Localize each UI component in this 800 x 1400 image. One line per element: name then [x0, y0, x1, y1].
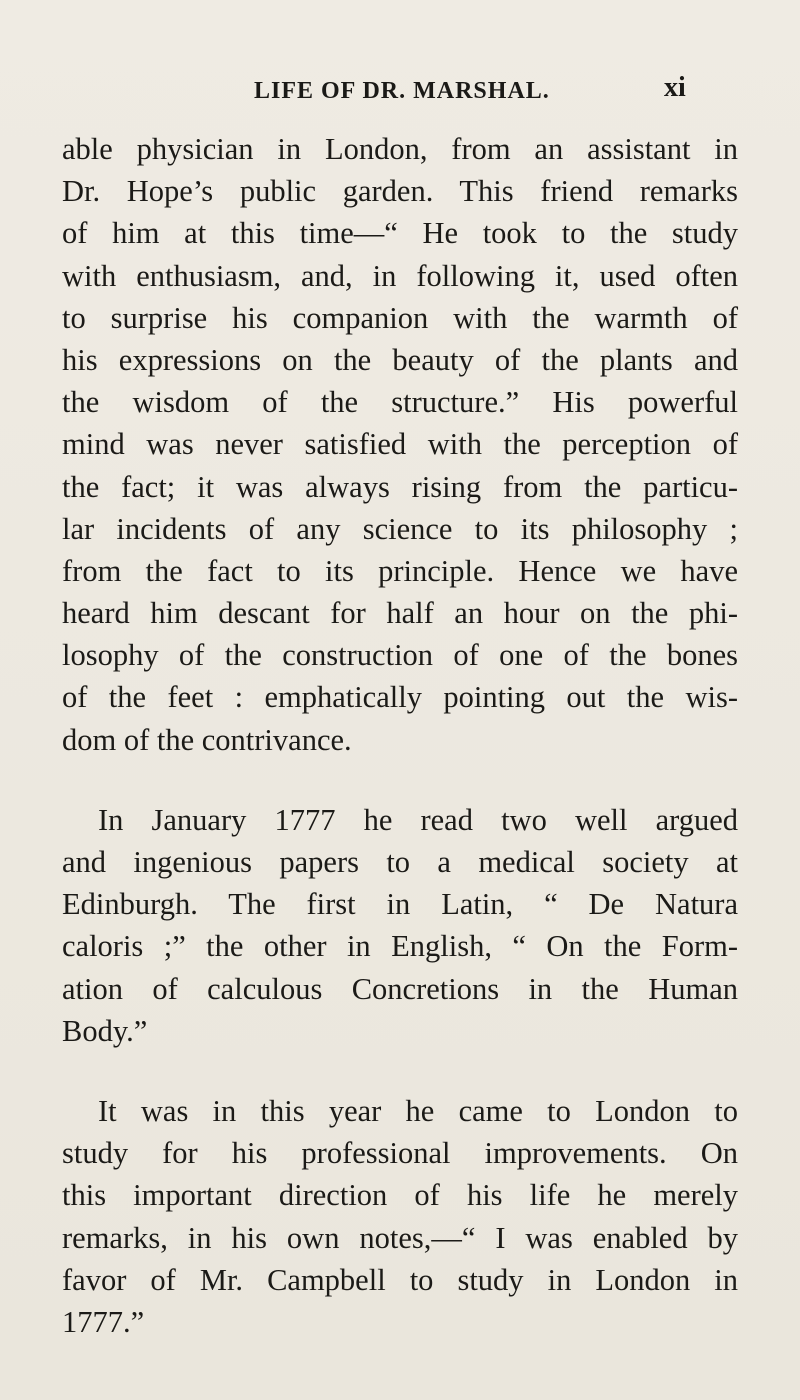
text-line: this important direction of his life he merely [62, 1178, 738, 1213]
text-line: losophy of the construction of one of the bones [62, 638, 738, 673]
paragraph [62, 799, 738, 1052]
text-line: study for his professional improvements. On [62, 1136, 738, 1171]
text-line: mind was never satisfied with the perception of [62, 427, 738, 462]
text-line: It was in this year he came to London to [98, 1093, 738, 1128]
page-number: xi [664, 72, 686, 103]
running-title: LIFE OF DR. MARSHAL. [254, 78, 550, 104]
text-line: Dr. Hope’s public garden. This friend remarks [62, 174, 738, 209]
paragraph [62, 128, 738, 761]
text-line: with enthusiasm, and, in following it, used often [62, 258, 738, 293]
text-line: ation of calculous Concretions in the Human [62, 971, 738, 1006]
text-line: heard him descant for half an hour on the phi- [62, 596, 738, 631]
text-line: lar incidents of any science to its philosophy ; [62, 511, 738, 546]
page-header [0, 72, 800, 118]
text-line: caloris ;” the other in English, “ On the Form- [62, 929, 738, 964]
text-line: Edinburgh. The first in Latin, “ De Natura [62, 887, 738, 922]
text-line: dom of the contrivance. [62, 722, 352, 757]
text-line: 1777.” [62, 1304, 145, 1339]
text-line: Body.” [62, 1013, 148, 1048]
text-line: the fact; it was always rising from the particu- [62, 469, 738, 504]
text-line: of him at this time—“ He took to the study [62, 216, 738, 251]
body-text [62, 128, 738, 1343]
text-line: able physician in London, from an assistant in [62, 132, 738, 166]
text-line: remarks, in his own notes,—“ I was enabled by [62, 1220, 738, 1255]
text-line: the wisdom of the structure.” His powerful [62, 385, 738, 420]
text-line: from the fact to its principle. Hence we have [62, 553, 738, 588]
text-line: favor of Mr. Campbell to study in London in [62, 1262, 738, 1297]
text-line: In January 1777 he read two well argued [98, 802, 738, 837]
text-line: his expressions on the beauty of the plants and [62, 342, 738, 377]
text-line: of the feet : emphatically pointing out the wis- [62, 680, 738, 715]
paragraph [62, 1090, 738, 1343]
text-line: to surprise his companion with the warmth of [62, 300, 738, 335]
text-line: and ingenious papers to a medical society at [62, 845, 738, 879]
